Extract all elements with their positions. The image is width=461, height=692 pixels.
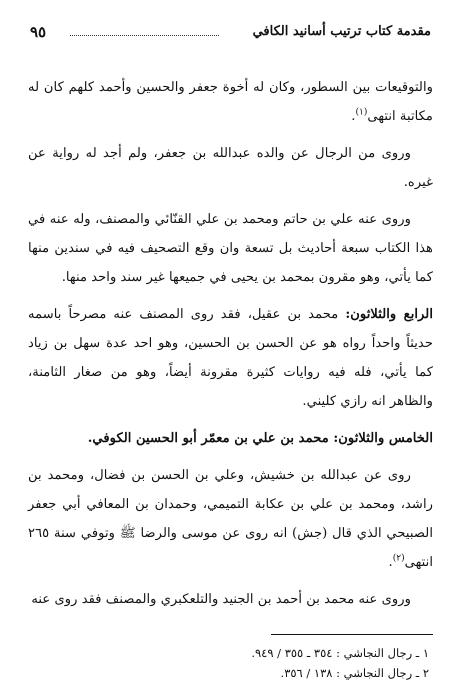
footnote-marker-2: (٢) (392, 553, 405, 564)
paragraph-6: وروى عنه محمد بن أحمد بن الجنيد والتلعكبري والمصنف فقد روى عنه (31, 592, 411, 607)
dotted-leader (70, 35, 219, 36)
footnote-1: ١ ـ رجال النجاشي : ٣٥٤ ـ ٣٥٥ / ٩٤٩. (251, 646, 429, 660)
paragraph-1: والتوقيعات بين السطور، وكان له أخوة جعفر والحسين وأحمد كلهم كان له مكاتبة انتهى$^{(١)}$. (28, 80, 433, 124)
footnote-marker-1: (١) (355, 107, 368, 118)
page-body (28, 73, 433, 614)
section-heading-35: الخامس والثلاثون: محمد بن علي بن معمّر أبو الحسين الكوفي. (87, 431, 433, 446)
paragraph-1-text: والتوقيعات بين السطور، وكان له أخوة جعفر والحسين وأحمد كلهم كان له مكاتبة انتهى (28, 80, 433, 124)
running-title: مقدمة كتاب ترتيب أسانيد الكافي (252, 24, 431, 39)
paragraph-5-text: روى عن عبدالله بن خشيش، وعلي بن الحسن بن فضال، ومحمد بن راشد، ومحمد بن علي بن عكابة التميمي، وحمدان بن المعافي أبي جعفر الصبيحي الذي قال (جش) انه روى عن موسى والرضا ﷺ وتوفي سنة ٢٦٥ انتهى (28, 468, 433, 570)
page-header (30, 22, 431, 46)
paragraph-2: وروى من الرجال عن والده عبدالله بن جعفر، ولم أجد له رواية عن غيره. (28, 146, 433, 190)
footnote-2: ٢ ـ رجال النجاشي : ١٣٨ / ٣٥٦. (280, 666, 429, 680)
section-heading-34: الرابع والثلاثون: (345, 307, 433, 322)
page-number: ٩٥ (30, 23, 47, 41)
paragraph-3: وروى عنه علي بن حاتم ومحمد بن علي القنّائي والمصنف، وله عنه في هذا الكتاب سبعة أحاديث بل تسعة وان وقع التصحيف فيه في سندين منها كما يأتي، وهو مقرون بمحمد بن يحيى في جميعها غير سند واحد منها. (28, 212, 433, 285)
footnotes (28, 643, 429, 683)
paragraph-4 (28, 300, 433, 416)
paragraph-5: روى عن عبدالله بن خشيش، وعلي بن الحسن بن فضال، ومحمد بن راشد، ومحمد بن علي بن عكابة التميمي، وحمدان بن المعافي أبي جعفر الصبيحي الذي قال (جش) انه روى عن موسى والرضا ﷺ وتوفي سنة ٢٦٥ انتهى$^{(٢)}$. (28, 468, 433, 570)
paragraph-4-text: محمد بن عقيل، فقد روى المصنف عنه مصرحاً باسمه حديثاً واحداً رواه هو عن الحسن بن الحسين، وهو احد عدة سهل بن زياد كما يأتي، فله فيه روايات كثيرة مقرونة أيضاً، وهو من صغار الثامنة، والظاهر انه رازي كليني. (28, 307, 433, 409)
footnote-divider (271, 634, 433, 635)
